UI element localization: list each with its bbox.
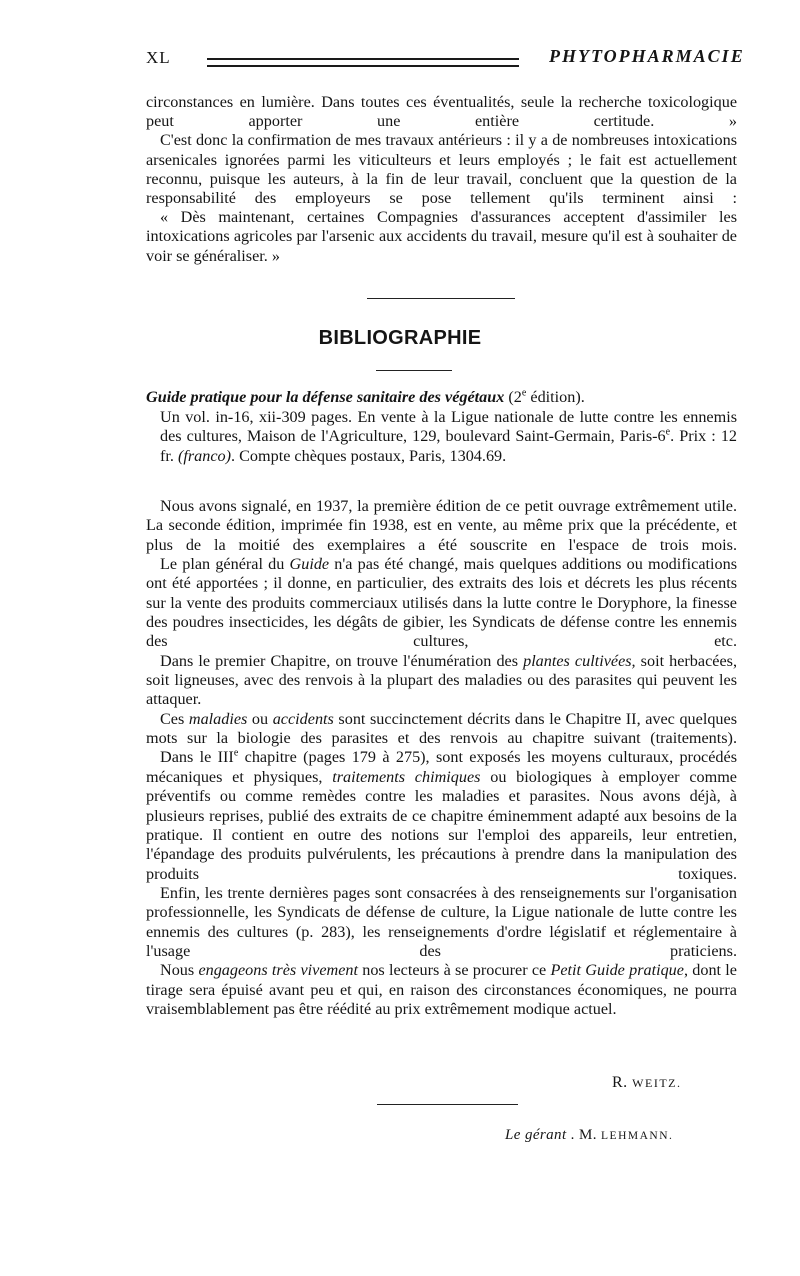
reference-entry: Guide pratique pour la défense sanitaire des végétaux (2e édition). Un vol. in-16, xii-309 pages. En vente à la Ligue nationale de lutte contre les ennemis des cultures, Maison de l'Agriculture, 129, boulevard Saint-Germain, Paris-6e. Prix : 12 fr. (franco). Compte chèques postaux, Paris, 1304.69. <box>146 387 738 465</box>
section-heading: BIBLIOGRAPHIE <box>318 327 482 349</box>
body-paragraph-3: Dans le premier Chapitre, on trouve l'énumération des plantes cultivées, soit herbacées, soit ligneuses, avec des renvois à la plupart des maladies ou des parasites qui peuvent les attaquer. <box>146 651 737 709</box>
bibliographic-reference <box>146 388 737 466</box>
body-paragraph-7: Nous engageons très vivement nos lecteurs à se procurer ce Petit Guide pratique, dont le tirage sera épuisé avant peu et qui, en raison des circonstances économiques, ne pourra vraisemblablement pas être réédité au prix extrêmement modique actuel. <box>146 961 737 1018</box>
body-paragraph-1: Nous avons signalé, en 1937, la première édition de ce petit ouvrage extrêmement utile. La seconde édition, imprimée fin 1938, est en vente, au même prix que la précédente, et plus de la moitié des exemplaires a été souscrite en l'espace de trois mois. <box>146 497 737 554</box>
body-paragraph-6: Enfin, les trente dernières pages sont consacrées à des renseignements sur l'organisation professionnelle, les Syndicats de défense de culture, la Ligue nationale de lutte contre les ennemis des cultures (p. 283), les renseignements d'ordre législatif et réglementaire à l'usage des praticiens. <box>146 883 737 960</box>
review-body <box>146 497 737 1019</box>
intro-paragraph-1: circonstances en lumière. Dans toutes ces éventualités, seule la recherche toxicologique peut apporter une entière certitude. » <box>146 93 737 131</box>
page-header <box>0 46 800 76</box>
author-signature: R. WEITZ. <box>612 1074 682 1091</box>
reference-title: Guide pratique pour la défense sanitaire des végétaux <box>146 388 505 406</box>
running-title: PHYTOPHARMACIE <box>549 46 745 66</box>
closing-divider <box>377 1104 518 1105</box>
header-double-rule <box>207 58 519 67</box>
body-paragraph-2: Le plan général du Guide n'a pas été changé, mais quelques additions ou modifications ont été apportées ; il donne, en particulier, des extraits des lois et décrets les plus récents sur la vente des produits commerciaux utilisés dans la lutte contre le Doryphore, la finesse des poudres insecticides, les dégâts de gibier, les Syndicats de défense contre les ennemis des cultures, etc. <box>146 555 737 651</box>
body-paragraph-4: Ces maladies ou accidents sont succinctement décrits dans le Chapitre II, avec quelques mots sur la biologie des parasites et des renvois au chapitre suivant (traitements). <box>146 709 737 748</box>
section-divider <box>367 298 515 299</box>
intro-paragraph-2: C'est donc la confirmation de mes travaux antérieurs : il y a de nombreuses intoxications arsenicales ignorées parmi les viticulteurs et leurs employés ; le fait est actuellement reconnu, puisque les auteurs, à la fin de leur travail, concluent que la question de la responsabilité des employeurs se pose tellement qu'ils terminent ainsi : <box>146 131 737 208</box>
heading-underline <box>376 370 452 371</box>
intro-paragraph-3: « Dès maintenant, certaines Compagnies d'assurances acceptent d'assimiler les intoxications agricoles par l'arsenic aux accidents du travail, mesure qu'il est à souhaiter de voir se généraliser. » <box>146 208 737 265</box>
intro-text <box>146 93 737 266</box>
page-number: XL <box>146 48 171 67</box>
manager-line: Le gérant . M. LEHMANN. <box>505 1127 674 1143</box>
body-paragraph-5: Dans le IIIe chapitre (pages 179 à 275), sont exposés les moyens culturaux, procédés mécaniques et physiques, traitements chimiques ou biologiques à employer comme préventifs ou comme remèdes contre les maladies et parasites. Nous avons déjà, à plusieurs reprises, publié des extraits de ce chapitre éminemment adapté aux besoins de la pratique. Il contient en outre des notions sur l'emploi des appareils, leur entretien, l'épandage des produits pulvérulents, les précautions à prendre dans la manipulation des produits toxiques. <box>146 748 737 883</box>
